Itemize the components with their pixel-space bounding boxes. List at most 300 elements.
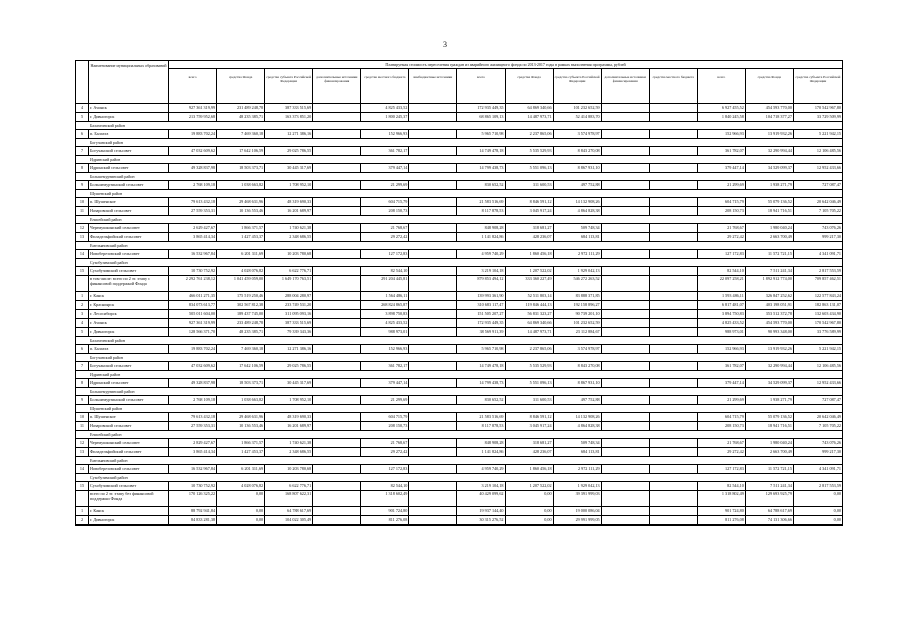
row-number: 11 xyxy=(76,422,89,430)
column-header: дополнительные источники финансирования xyxy=(602,69,650,103)
value-cell: 361 782,17 xyxy=(361,362,409,370)
value-cell: 29 025 786,55 xyxy=(265,362,313,370)
value-cell xyxy=(313,328,361,336)
value-cell: 21 768,67 xyxy=(698,224,746,232)
column-header: всего xyxy=(169,69,217,103)
value-cell: 13 919 932,26 xyxy=(746,130,794,138)
value-cell: 4 825 433,52 xyxy=(361,319,409,327)
row-number: 15 xyxy=(76,482,89,490)
value-cell xyxy=(650,267,698,275)
value-cell xyxy=(650,362,698,370)
value-cell: 68 865 109,13 xyxy=(457,113,505,121)
value-cell: 39 391 999,03 xyxy=(554,491,602,506)
value-cell xyxy=(602,310,650,318)
value-cell: 12 952 433,66 xyxy=(816,380,841,385)
value-cell: 5 535 529,93 xyxy=(506,147,554,155)
value-cell: 727 087,47 xyxy=(822,182,841,187)
value-cell xyxy=(409,276,457,291)
value-cell: 18 941 716,51 xyxy=(746,422,794,430)
row-number xyxy=(76,276,89,291)
value-cell: 64 869 340,66 xyxy=(506,104,554,112)
value-cell: 13 919 932,26 xyxy=(746,345,794,353)
value-cell: 830 652,52 xyxy=(457,396,505,404)
value-cell: 82 544,10 xyxy=(361,482,409,490)
value-cell: 17 642 106,59 xyxy=(217,147,265,155)
value-cell xyxy=(650,301,698,309)
value-cell: 2 348 686,55 xyxy=(265,233,313,241)
value-cell xyxy=(602,164,650,172)
value-cell xyxy=(650,396,698,404)
column-header: средства Фонда xyxy=(746,69,794,103)
value-cell: 8 846 591,12 xyxy=(506,413,554,421)
table-row xyxy=(76,292,842,301)
value-cell: 0,00 xyxy=(506,491,554,506)
value-cell: 19 883 702,24 xyxy=(169,345,217,353)
value-cell: 151 505 207,27 xyxy=(457,310,505,318)
row-number: 9 xyxy=(76,396,89,404)
row-name: Черемушкинский сельсовет xyxy=(89,439,169,447)
value-cell: 152 966,93 xyxy=(698,345,746,353)
value-cell: 208 150,73 xyxy=(361,422,409,430)
value-cell: 152 966,93 xyxy=(698,130,746,138)
value-cell: 127 172,83 xyxy=(698,465,746,473)
value-cell xyxy=(602,147,650,155)
value-cell xyxy=(602,319,650,327)
column-header: всего xyxy=(457,69,505,103)
value-cell: 288 004 280,97 xyxy=(265,292,313,300)
value-cell: 90 993 348,00 xyxy=(746,328,794,336)
value-cell: 18 941 716,51 xyxy=(746,207,794,215)
value-cell: 310 683 117,47 xyxy=(457,301,505,309)
value-cell: 1 318 802,49 xyxy=(698,491,746,506)
table-row xyxy=(76,507,842,516)
section-row: Енисейский район xyxy=(76,216,842,224)
row-name: г. Дивногорск xyxy=(89,113,169,121)
value-cell: 101 232 652,59 xyxy=(554,104,602,112)
value-cell: 1 866 371,57 xyxy=(217,224,265,232)
value-cell: 8 843 270,08 xyxy=(554,362,602,370)
value-cell: 170 126 325,22 xyxy=(169,491,217,506)
value-cell xyxy=(409,301,457,309)
value-cell: 7 105 705,22 xyxy=(819,208,841,213)
table-row xyxy=(76,379,842,388)
value-cell: 21 299,69 xyxy=(361,396,409,404)
value-cell: 1 708 952,10 xyxy=(265,396,313,404)
value-cell: 2 629 427,67 xyxy=(169,224,217,232)
value-cell: 6 201 311,69 xyxy=(217,465,265,473)
row-name: п. Балахта xyxy=(89,345,169,353)
value-cell: 52 414 883,70 xyxy=(554,113,602,121)
value-cell: 428 236,07 xyxy=(506,448,554,456)
value-cell: 2 663 700,49 xyxy=(746,233,794,241)
value-cell: 19 000 086,04 xyxy=(554,507,602,515)
value-cell: 684 113,81 xyxy=(554,448,602,456)
row-name: Идринский сельсовет xyxy=(89,379,169,387)
row-number: 12 xyxy=(76,224,89,232)
value-cell: 1 980 040,24 xyxy=(746,224,794,232)
value-cell: 311 095 093,16 xyxy=(265,310,313,318)
value-cell xyxy=(409,310,457,318)
section-row: Емельяновский район xyxy=(76,242,842,250)
value-cell: 4 028 076,82 xyxy=(217,482,265,490)
value-cell: 172 935 449,35 xyxy=(457,104,505,112)
value-cell: 21 299,69 xyxy=(361,181,409,189)
value-cell xyxy=(409,465,457,473)
value-cell xyxy=(409,413,457,421)
value-cell: 152 966,93 xyxy=(361,345,409,353)
value-cell: 48 235 385,71 xyxy=(217,328,265,336)
row-number: 1 xyxy=(76,507,89,515)
value-cell: 1 860 456,18 xyxy=(506,250,554,258)
value-cell: 32 290 994,44 xyxy=(746,147,794,155)
row-name: всего по 2 эт. этапу без финансовой поддержки Фонда xyxy=(89,491,169,506)
value-cell: 497 752,88 xyxy=(554,396,602,404)
value-cell: 55 079 136,52 xyxy=(746,198,794,206)
value-cell: 79 339 343,36 xyxy=(265,328,313,336)
value-cell xyxy=(650,507,698,515)
value-cell xyxy=(313,104,361,112)
value-cell: 4 341 091,71 xyxy=(819,466,841,471)
value-cell xyxy=(409,439,457,447)
table-row xyxy=(76,147,842,156)
value-cell: 2 348 686,55 xyxy=(265,448,313,456)
value-cell xyxy=(602,345,650,353)
value-cell: 3 898 750,83 xyxy=(361,310,409,318)
value-cell: 5 535 529,93 xyxy=(506,362,554,370)
value-cell: 311 600,53 xyxy=(506,396,554,404)
table-row xyxy=(76,328,842,337)
value-cell: 34 529 099,37 xyxy=(746,164,794,172)
value-cell xyxy=(313,448,361,456)
value-cell: 830 652,52 xyxy=(457,181,505,189)
value-cell xyxy=(650,422,698,430)
value-cell xyxy=(409,345,457,353)
value-cell xyxy=(313,207,361,215)
value-cell: 49 328 837,98 xyxy=(169,379,217,387)
table-row xyxy=(76,233,842,242)
row-number: 2 xyxy=(76,301,89,309)
value-cell: 14 487 973,71 xyxy=(506,328,554,336)
value-cell: 64 788 617,69 xyxy=(746,507,794,515)
section-row: Идринский район xyxy=(76,371,842,379)
value-cell: 2 237 865,06 xyxy=(506,130,554,138)
value-cell: 101 232 652,59 xyxy=(554,319,602,327)
value-cell: 33 776 589,99 xyxy=(816,329,841,334)
value-cell xyxy=(602,207,650,215)
row-number: 6 xyxy=(76,345,89,353)
value-cell: 2 829 427,67 xyxy=(169,439,217,447)
value-cell: 4 959 740,29 xyxy=(457,465,505,473)
table-header xyxy=(76,61,842,104)
value-cell: 6 927 455,52 xyxy=(698,104,746,112)
value-cell: 8 867 931,10 xyxy=(554,379,602,387)
value-cell xyxy=(650,130,698,138)
row-name: Назаровский сельсовет xyxy=(89,207,169,215)
value-cell xyxy=(313,292,361,300)
value-cell: 192 158 896,27 xyxy=(554,301,602,309)
value-cell xyxy=(409,396,457,404)
value-cell xyxy=(602,328,650,336)
value-cell xyxy=(409,224,457,232)
row-number: 6 xyxy=(76,130,89,138)
value-cell: 1 708 952,10 xyxy=(265,181,313,189)
section-row: Богучанский район xyxy=(76,354,842,362)
value-cell xyxy=(650,465,698,473)
row-name: Богучанский сельсовет xyxy=(89,362,169,370)
subtotal-row xyxy=(76,491,842,507)
column-header: средства субъекта Российской Федерации xyxy=(554,69,602,103)
row-number: 10 xyxy=(76,198,89,206)
value-cell: 743 076,26 xyxy=(822,440,841,445)
value-cell: 546 272 263,52 xyxy=(554,276,602,291)
value-cell: 0,00 xyxy=(217,507,265,515)
value-cell: 16 201 689,97 xyxy=(265,422,313,430)
table-row xyxy=(76,310,842,319)
value-cell: 64 788 617,69 xyxy=(265,507,313,515)
value-cell: 428 236,07 xyxy=(506,233,554,241)
table-row xyxy=(76,516,842,525)
value-cell: 152 966,93 xyxy=(361,130,409,138)
value-cell: 18 503 373,71 xyxy=(217,164,265,172)
value-cell xyxy=(313,379,361,387)
value-cell: 684 113,81 xyxy=(554,233,602,241)
value-cell: 182 863 131,07 xyxy=(814,302,841,307)
row-name: г. Канск xyxy=(89,507,169,515)
value-cell xyxy=(650,164,698,172)
value-cell: 82 544,10 xyxy=(361,267,409,275)
value-cell xyxy=(409,164,457,172)
value-cell: 326 847 252,62 xyxy=(746,292,794,300)
value-cell: 5 551 096,13 xyxy=(506,379,554,387)
value-cell: 1 564 486,11 xyxy=(361,292,409,300)
value-cell xyxy=(602,233,650,241)
value-cell: 1 938 271,79 xyxy=(746,181,794,189)
value-cell: 6 622 776,71 xyxy=(265,267,313,275)
column-header: средства Фонда xyxy=(217,69,265,103)
value-cell xyxy=(313,130,361,138)
value-cell xyxy=(409,207,457,215)
value-cell: 8 117 878,53 xyxy=(457,207,505,215)
value-cell: 132 603 434,90 xyxy=(814,311,841,316)
value-cell: 361 782,07 xyxy=(698,147,746,155)
table-row xyxy=(76,439,842,448)
value-cell xyxy=(650,181,698,189)
value-cell: 83 888 371,85 xyxy=(554,292,602,300)
section-row: Енисейский район xyxy=(76,431,842,439)
value-cell: 33 729 509,99 xyxy=(816,114,841,119)
value-cell: 10 730 752,92 xyxy=(169,482,217,490)
value-cell: 4 825 433,52 xyxy=(698,319,746,327)
row-name: Назаровский сельсовет xyxy=(89,422,169,430)
value-cell xyxy=(409,319,457,327)
value-cell: 1 141 824,86 xyxy=(457,233,505,241)
row-name: г. Ачинск xyxy=(89,104,169,112)
value-cell xyxy=(650,516,698,524)
value-cell: 509 748,34 xyxy=(554,439,602,447)
value-cell: 8 867 931,10 xyxy=(554,164,602,172)
value-cell xyxy=(313,164,361,172)
value-cell: 30 445 317,69 xyxy=(265,379,313,387)
value-cell: 21 768,67 xyxy=(361,439,409,447)
section-row: Балахтинский район xyxy=(76,122,842,130)
value-cell: 927 361 319,99 xyxy=(169,319,217,327)
header-columns xyxy=(169,69,842,103)
value-cell: 27 559 353,31 xyxy=(169,207,217,215)
value-cell: 16 532 967,84 xyxy=(169,250,217,258)
table-row xyxy=(76,396,842,405)
value-cell xyxy=(409,147,457,155)
section-row: Богучанский район xyxy=(76,139,842,147)
value-cell xyxy=(650,328,698,336)
value-cell xyxy=(650,224,698,232)
row-name: г. Канск xyxy=(89,292,169,300)
value-cell: 163 373 851,20 xyxy=(265,113,313,121)
value-cell: 999 217,30 xyxy=(822,234,841,239)
section-row: Балахтинский район xyxy=(76,337,842,345)
table-row xyxy=(76,362,842,371)
value-cell: 3 894 750,83 xyxy=(698,310,746,318)
value-cell: 22 097 258,21 xyxy=(698,276,746,291)
row-number xyxy=(76,491,89,506)
table-row xyxy=(76,198,842,207)
value-cell xyxy=(602,396,650,404)
section-row: Идринский район xyxy=(76,156,842,164)
value-cell xyxy=(650,276,698,291)
value-cell: 3 219 104,18 xyxy=(457,267,505,275)
value-cell: 14 749 478,18 xyxy=(457,362,505,370)
value-cell xyxy=(602,448,650,456)
table-row xyxy=(76,448,842,457)
value-cell xyxy=(313,198,361,206)
row-name: г. Ачинск xyxy=(89,319,169,327)
value-cell: 3 045 917,24 xyxy=(506,422,554,430)
table-row xyxy=(76,301,842,310)
column-header: средства местного бюджета xyxy=(361,69,409,103)
value-cell: 379 447,14 xyxy=(361,379,409,387)
row-number: 13 xyxy=(76,233,89,241)
value-cell xyxy=(409,516,457,524)
value-cell xyxy=(650,250,698,258)
value-cell: 604 715,79 xyxy=(698,413,746,421)
value-cell: 5 221 942,15 xyxy=(819,131,841,136)
value-cell: 291 204 445,81 xyxy=(361,276,409,291)
value-cell: 1 318 602,49 xyxy=(361,491,409,506)
value-cell: 5 965 710,98 xyxy=(457,345,505,353)
value-cell: 7 511 241,34 xyxy=(746,267,794,275)
value-cell: 999 217,30 xyxy=(822,449,841,454)
value-cell: 1 938 271,79 xyxy=(746,396,794,404)
value-cell xyxy=(650,104,698,112)
value-cell: 19 883 702,24 xyxy=(169,130,217,138)
value-cell xyxy=(409,328,457,336)
row-name: Сухобузимский сельсовет xyxy=(89,267,169,275)
row-number: 4 xyxy=(76,319,89,327)
row-number: 8 xyxy=(76,164,89,172)
value-cell: 21 768,67 xyxy=(698,439,746,447)
column-header: всего xyxy=(698,69,746,103)
value-cell: 47 032 609,62 xyxy=(169,147,217,155)
column-header: средства субъекта Российской Федерации xyxy=(795,75,841,83)
value-cell: 10 203 780,68 xyxy=(265,465,313,473)
value-cell: 879 853 494,12 xyxy=(457,276,505,291)
value-cell: 1 427 453,37 xyxy=(217,448,265,456)
value-cell xyxy=(602,224,650,232)
row-name: г. Дивногорск xyxy=(89,516,169,524)
value-cell xyxy=(602,130,650,138)
value-cell: 988 973,01 xyxy=(361,328,409,336)
value-cell: 1 207 522,02 xyxy=(506,267,554,275)
value-cell xyxy=(409,362,457,370)
value-cell: 454 593 770,00 xyxy=(746,319,794,327)
table-row xyxy=(76,267,842,276)
value-cell xyxy=(313,491,361,506)
value-cell: 901 724,80 xyxy=(698,507,746,515)
value-cell: 29 991 999,05 xyxy=(554,516,602,524)
value-cell: 454 593 770,00 xyxy=(746,104,794,112)
value-cell: 0,00 xyxy=(833,491,841,496)
value-cell: 12 106 485,56 xyxy=(816,148,841,153)
value-cell xyxy=(650,310,698,318)
value-cell xyxy=(602,181,650,189)
value-cell: 10 730 752,92 xyxy=(169,267,217,275)
section-row: Емельяновский район xyxy=(76,457,842,465)
value-cell xyxy=(313,224,361,232)
value-cell: 30 445 317,69 xyxy=(265,164,313,172)
value-cell: 0,00 xyxy=(217,516,265,524)
value-cell: 4 028 076,82 xyxy=(217,267,265,275)
row-name: Филадельфийский сельсовет xyxy=(89,448,169,456)
value-cell xyxy=(650,439,698,447)
value-cell: 318 681,27 xyxy=(506,439,554,447)
value-cell: 208 150,73 xyxy=(698,207,746,215)
value-cell: 0,00 xyxy=(506,507,554,515)
table-row xyxy=(76,113,842,122)
value-cell: 119 846 444,13 xyxy=(506,301,554,309)
value-cell: 927 361 319,99 xyxy=(169,104,217,112)
header-name-cell: Наименование муниципальных образований xyxy=(89,61,169,103)
row-number: 9 xyxy=(76,181,89,189)
value-cell: 23 112 884,67 xyxy=(554,328,602,336)
row-number: 5 xyxy=(76,113,89,121)
value-cell: 14 799 438,73 xyxy=(457,164,505,172)
table-row xyxy=(76,345,842,354)
value-cell: 16 532 967,84 xyxy=(169,465,217,473)
value-cell: 14 487 973,71 xyxy=(506,113,554,121)
value-cell: 16 201 689,97 xyxy=(265,207,313,215)
value-cell: 231 489 248,78 xyxy=(217,104,265,112)
page-number: 3 xyxy=(443,40,447,49)
value-cell: 82 544,10 xyxy=(698,482,746,490)
value-cell xyxy=(602,413,650,421)
row-number: 14 xyxy=(76,250,89,258)
section-row: Сухобузимский район xyxy=(76,259,842,267)
value-cell: 3 045 917,24 xyxy=(506,207,554,215)
value-cell: 29 272,42 xyxy=(361,448,409,456)
value-cell: 4 864 828,38 xyxy=(554,207,602,215)
header-num-cell xyxy=(76,61,89,103)
value-cell: 47 032 609,62 xyxy=(169,362,217,370)
value-cell xyxy=(409,130,457,138)
value-cell: 988 973,01 xyxy=(698,328,746,336)
value-cell: 208 150,73 xyxy=(361,207,409,215)
value-cell: 848 908,28 xyxy=(457,224,505,232)
table-body xyxy=(76,104,842,525)
value-cell: 122 577 843,24 xyxy=(814,293,841,298)
table-row xyxy=(76,130,842,139)
value-cell: 14 749 478,18 xyxy=(457,147,505,155)
value-cell: 20 642 046,49 xyxy=(816,199,841,204)
value-cell: 901 724,80 xyxy=(361,507,409,515)
